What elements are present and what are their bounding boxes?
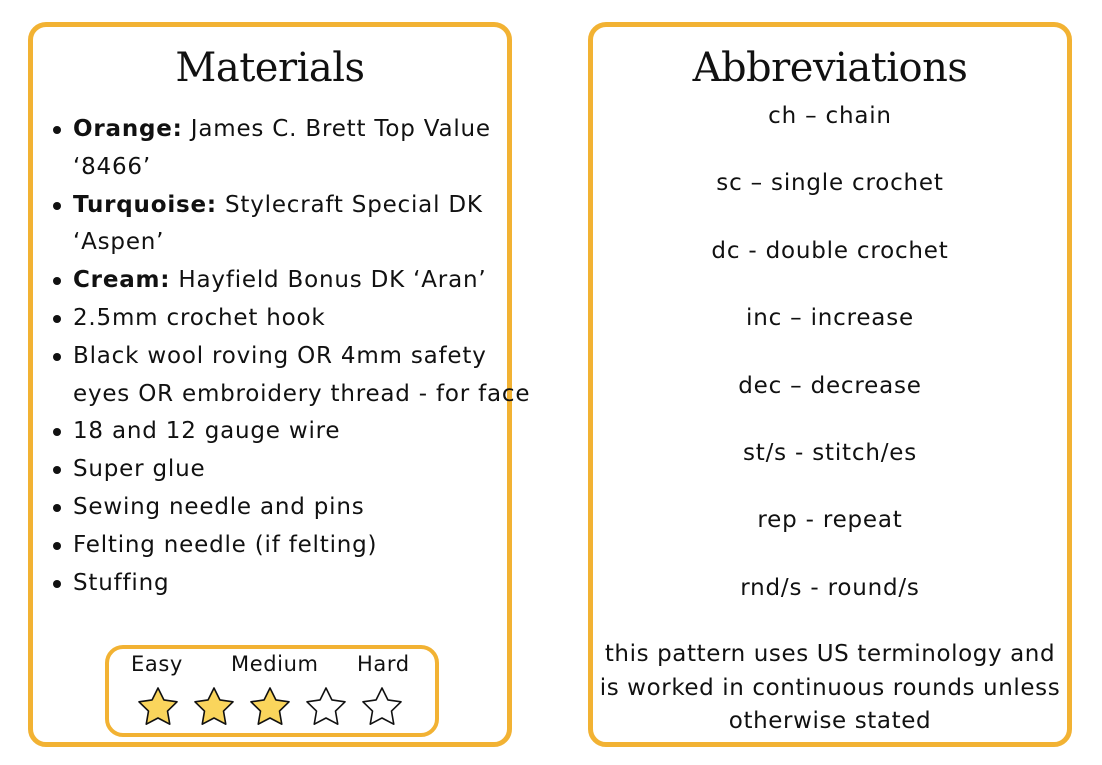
material-text: Sewing needle and pins — [73, 493, 365, 520]
materials-card — [28, 22, 531, 747]
list-item — [73, 111, 533, 187]
list-item: rep - repeat — [757, 507, 903, 534]
star-filled-icon — [247, 685, 293, 729]
material-text: 2.5mm crochet hook — [73, 304, 326, 331]
list-item — [73, 413, 533, 451]
difficulty-medium-label: Medium — [231, 652, 319, 676]
list-item — [73, 262, 533, 300]
difficulty-hard-label: Hard — [357, 652, 410, 676]
materials-title: Materials — [175, 45, 365, 91]
list-item — [73, 187, 533, 263]
material-text: Stuffing — [73, 569, 170, 596]
material-text: James C. Brett Top Value ‘8466’ — [73, 116, 491, 180]
list-item: dec – decrease — [738, 372, 922, 399]
difficulty-easy-label: Easy — [131, 652, 183, 676]
material-color-label: Cream: — [73, 267, 171, 294]
abbreviations-list — [593, 99, 1067, 638]
star-empty-icon — [359, 685, 405, 729]
list-item: ch – chain — [768, 103, 892, 129]
material-color-label: Orange: — [73, 116, 183, 142]
terminology-note: this pattern uses US terminology and is worked in continuous rounds unless otherwise stated — [599, 641, 1061, 734]
material-color-label: Turquoise: — [73, 191, 217, 218]
material-text: Super glue — [73, 456, 206, 483]
star-filled-icon — [135, 685, 181, 729]
list-item: sc – single crochet — [716, 170, 944, 197]
material-text: Hayfield Bonus DK ‘Aran’ — [170, 267, 487, 294]
list-item — [73, 338, 533, 414]
difficulty-rating — [105, 645, 439, 737]
list-item: dc - double crochet — [711, 237, 949, 264]
list-item — [73, 451, 533, 489]
list-item: inc – increase — [746, 305, 914, 332]
material-text: Stylecraft Special DK ‘Aspen’ — [73, 191, 483, 256]
abbreviations-card — [588, 22, 1072, 747]
material-text: Black wool roving OR 4mm safety eyes OR embroidery thread - for face — [73, 342, 531, 407]
material-text: Felting needle (if felting) — [73, 531, 378, 558]
list-item — [73, 300, 533, 338]
list-item: st/s - stitch/es — [743, 439, 917, 466]
star-filled-icon — [191, 685, 237, 729]
star-empty-icon — [303, 685, 349, 729]
abbreviations-title: Abbreviations — [692, 45, 968, 91]
list-item: rnd/s - round/s — [740, 574, 920, 601]
material-text: 18 and 12 gauge wire — [73, 418, 341, 445]
list-item — [73, 489, 533, 527]
materials-list — [49, 111, 533, 602]
list-item — [73, 527, 533, 565]
list-item — [73, 565, 533, 603]
